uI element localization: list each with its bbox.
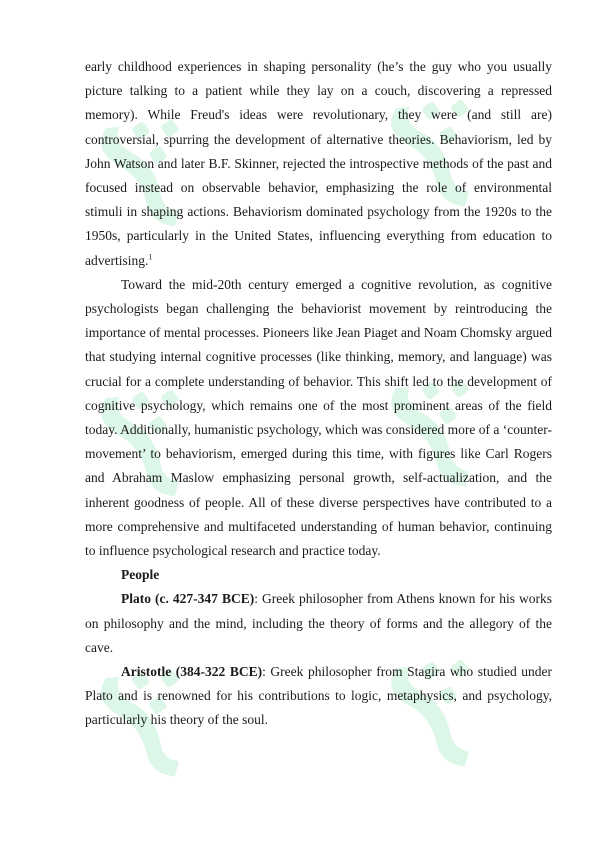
person-description: : Greek philosopher from Athens known for his works on philosophy and the mind, including the theory of forms and the allegory of the cave. (85, 591, 552, 655)
paragraph-history-continued (85, 55, 552, 273)
person-entry-aristotle (85, 660, 552, 733)
paragraph-cognitive-revolution: Toward the mid-20th century emerged a cognitive revolution, as cognitive psychologists began challenging the behaviorist movement by reintroducing the importance of mental processes. Pioneers like Jean Piaget and Noam Chomsky argued that studying internal cognitive processes (like thinking, memory, and language) was crucial for a complete understanding of behavior. This shift led to the development of cognitive psychology, which remains one of the most prominent areas of the field today. Additionally, humanistic psychology, which was considered more of a ‘counter-movement’ to behaviorism, emerged during this time, with figures like Carl Rogers and Abraham Maslow emphasizing personal growth, self-actualization, and the inherent goodness of people. All of these diverse perspectives have contributed to a more comprehensive and multifaceted understanding of human behavior, continuing to influence psychological research and practice today. (85, 276, 552, 559)
person-entry-plato (85, 587, 552, 660)
person-name: Plato (c. 427-347 BCE) (121, 591, 255, 607)
person-name: Aristotle (384-322 BCE) (121, 664, 263, 680)
footnote-marker[interactable]: 1 (148, 252, 153, 262)
section-heading-people: People (121, 567, 160, 583)
person-description: : Greek philosopher from Stagira who studied under Plato and is renowned for his contributions to logic, metaphysics, and psychology, particularly his theory of the soul. (85, 664, 552, 728)
paragraph-text: early childhood experiences in shaping personality (he’s the guy who you usually picture talking to a patient while they lay on a couch, discovering a repressed memory). While Freud's ideas were revolutionary, they were (and still are) controversial, spurring the development of alternative theories. Behaviorism, led by John Watson and later B.F. Skinner, rejected the introspective methods of the past and focused instead on observable behavior, emphasizing the role of environmental stimuli in shaping actions. Behaviorism dominated psychology from the 1920s to the 1950s, particularly in the United States, influencing everything from education to advertising. (85, 59, 552, 268)
document-body (85, 55, 552, 733)
